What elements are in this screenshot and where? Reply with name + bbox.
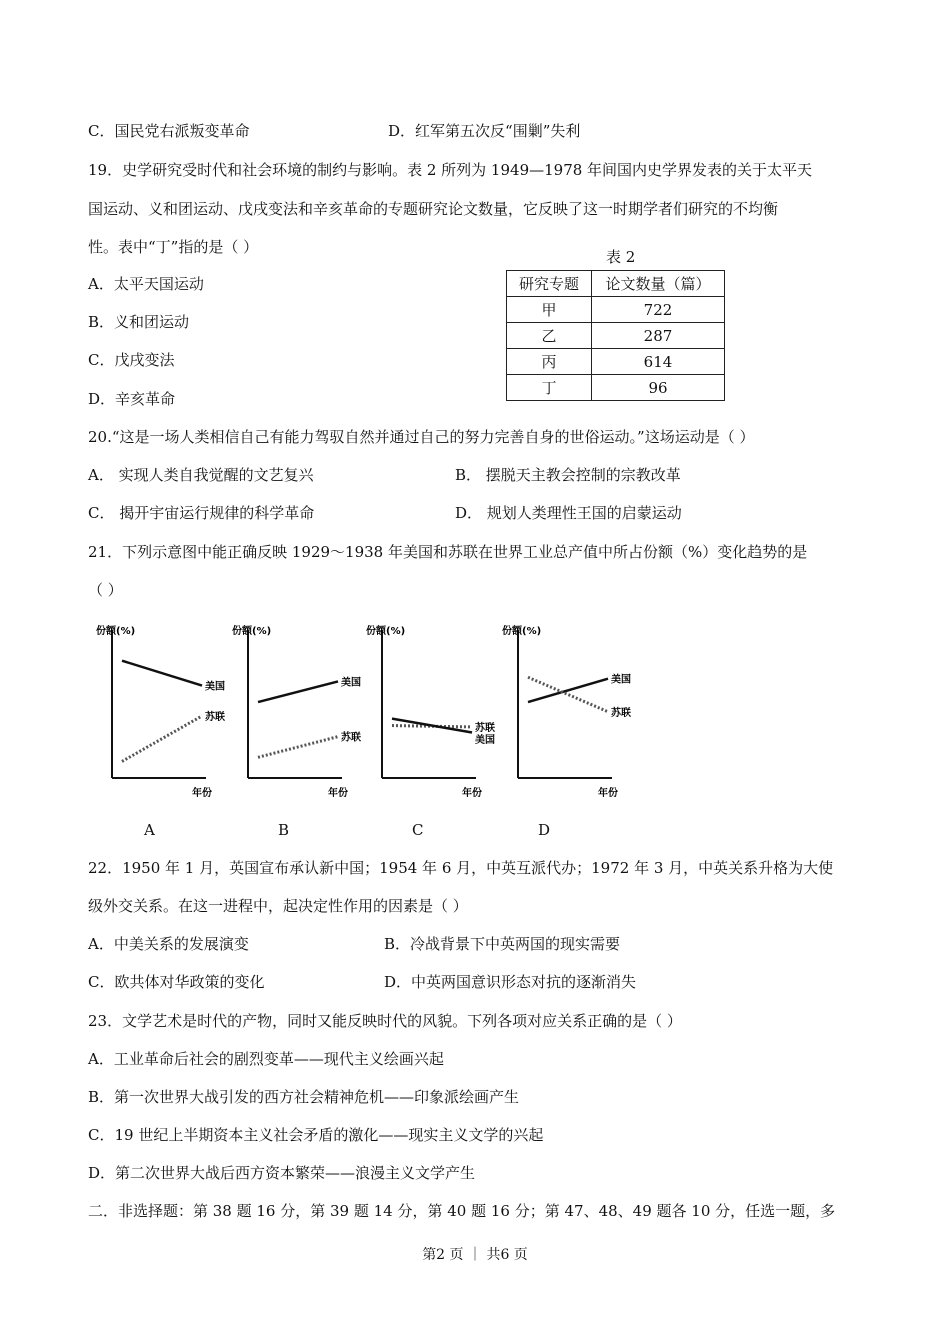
- option-d: D．红军第五次反“围剿”失利: [388, 122, 581, 140]
- q23-option-b: B．第一次世界大战引发的西方社会精神危机——印象派绘画产生: [88, 1088, 520, 1106]
- table-row: [507, 297, 725, 323]
- q19-stem-2: 国运动、义和团运动、戊戌变法和辛亥革命的专题研究论文数量，它反映了这一时期学者们研究的不均衡: [88, 200, 779, 218]
- table-cell: 96: [592, 375, 725, 401]
- x-axis-label: 年份: [328, 788, 348, 799]
- table-caption: 表 2: [606, 248, 636, 266]
- x-axis-label: 年份: [598, 788, 618, 799]
- series-line-usa: [258, 681, 338, 702]
- series-label-ussr: 苏联: [611, 707, 631, 719]
- q19-stem-3: 性。表中“丁”指的是（ ）: [88, 238, 259, 256]
- y-axis-label: 份额(%): [366, 626, 406, 637]
- series-label-usa: 美国: [475, 734, 495, 746]
- chart-label-c: C: [412, 821, 424, 839]
- x-axis-label: 年份: [462, 788, 482, 799]
- q23-option-c: C．19 世纪上半期资本主义社会矛盾的激化——现实主义文学的兴起: [88, 1126, 544, 1144]
- q22-stem-2: 级外交关系。在这一进程中，起决定性作用的因素是（ ）: [88, 897, 468, 915]
- table-cell: 丙: [507, 349, 592, 375]
- y-axis-label: 份额(%): [502, 626, 542, 637]
- series-line-usa: [392, 719, 472, 733]
- q22-option-d: D．中英两国意识形态对抗的逐渐消失: [384, 973, 637, 991]
- series-label-ussr: 苏联: [341, 732, 361, 744]
- table-cell: 甲: [507, 297, 592, 323]
- y-axis-label: 份额(%): [232, 626, 272, 637]
- chart-b: [218, 618, 368, 802]
- q22-option-a: A．中美关系的发展演变: [88, 935, 249, 953]
- table-header: 论文数量（篇）: [592, 271, 725, 297]
- option-c: C．国民党右派叛变革命: [88, 122, 250, 140]
- y-axis-label: 份额(%): [96, 626, 136, 637]
- chart-label-a: A: [144, 821, 155, 839]
- table-cell: 丁: [507, 375, 592, 401]
- table-cell: 287: [592, 323, 725, 349]
- q22-option-b: B．冷战背景下中英两国的现实需要: [384, 935, 621, 953]
- table-row: [507, 375, 725, 401]
- series-line-usa: [122, 661, 202, 686]
- q20-option-a: A． 实现人类自我觉醒的文艺复兴: [88, 466, 314, 484]
- q20-option-c: C． 揭开宇宙运行规律的科学革命: [88, 504, 315, 522]
- q20-stem: 20.“这是一场人类相信自己有能力驾驭自然并通过自己的努力完善自身的世俗运动。”这场运动是（ ）: [88, 428, 755, 446]
- page-footer: 第2 页 ｜ 共6 页: [422, 1247, 528, 1263]
- q22-stem-1: 22．1950 年 1 月，英国宣布承认新中国；1954 年 6 月，中英互派代办；1972 年 3 月，中英关系升格为大使: [88, 859, 834, 877]
- table-row: [507, 323, 725, 349]
- series-label-usa: 美国: [611, 674, 631, 686]
- q21-stem-1: 21．下列示意图中能正确反映 1929～1938 年美国和苏联在世界工业总产值中所占份额（%）变化趋势的是: [88, 543, 808, 561]
- series-label-usa: 美国: [341, 677, 361, 689]
- chart-label-b: B: [278, 821, 290, 839]
- series-label-usa: 美国: [205, 681, 225, 693]
- q21-stem-2: （ ）: [88, 581, 123, 599]
- x-axis-label: 年份: [192, 788, 212, 799]
- q22-option-c: C．欧共体对华政策的变化: [88, 973, 265, 991]
- q23-option-d: D．第二次世界大战后西方资本繁荣——浪漫主义文学产生: [88, 1164, 476, 1182]
- series-label-ussr: 苏联: [205, 711, 225, 723]
- table-cell: 722: [592, 297, 725, 323]
- q23-stem: 23．文学艺术是时代的产物，同时又能反映时代的风貌。下列各项对应关系正确的是（ ）: [88, 1012, 682, 1030]
- section-2-heading: 二．非选择题：第 38 题 16 分，第 39 题 14 分，第 40 题 16 分；第 47、48、49 题各 10 分，任选一题，多: [88, 1202, 836, 1220]
- series-label-ussr: 苏联: [475, 722, 495, 734]
- q19-option-c: C．戊戌变法: [88, 351, 175, 369]
- chart-label-d: D: [538, 821, 551, 839]
- q19-stem-1: 19．史学研究受时代和社会环境的制约与影响。表 2 所列为 1949—1978 年间国内史学界发表的关于太平天: [88, 161, 813, 179]
- q19-option-d: D．辛亥革命: [88, 390, 176, 408]
- series-line-ussr: [122, 716, 202, 762]
- chart-d: [488, 618, 638, 802]
- chart-c: [352, 618, 502, 802]
- q20-option-d: D． 规划人类理性王国的启蒙运动: [455, 504, 682, 522]
- series-line-ussr: [258, 737, 338, 758]
- q19-option-b: B．义和团运动: [88, 313, 190, 331]
- table-cell: 614: [592, 349, 725, 375]
- chart-a: [82, 618, 232, 802]
- table-header: 研究专题: [507, 271, 592, 297]
- table-cell: 乙: [507, 323, 592, 349]
- data-table: [506, 270, 725, 401]
- q23-option-a: A．工业革命后社会的剧烈变革——现代主义绘画兴起: [88, 1050, 444, 1068]
- q20-option-b: B． 摆脱天主教会控制的宗教改革: [455, 466, 681, 484]
- table-header-row: [507, 271, 725, 297]
- table-row: [507, 349, 725, 375]
- q19-option-a: A．太平天国运动: [88, 275, 204, 293]
